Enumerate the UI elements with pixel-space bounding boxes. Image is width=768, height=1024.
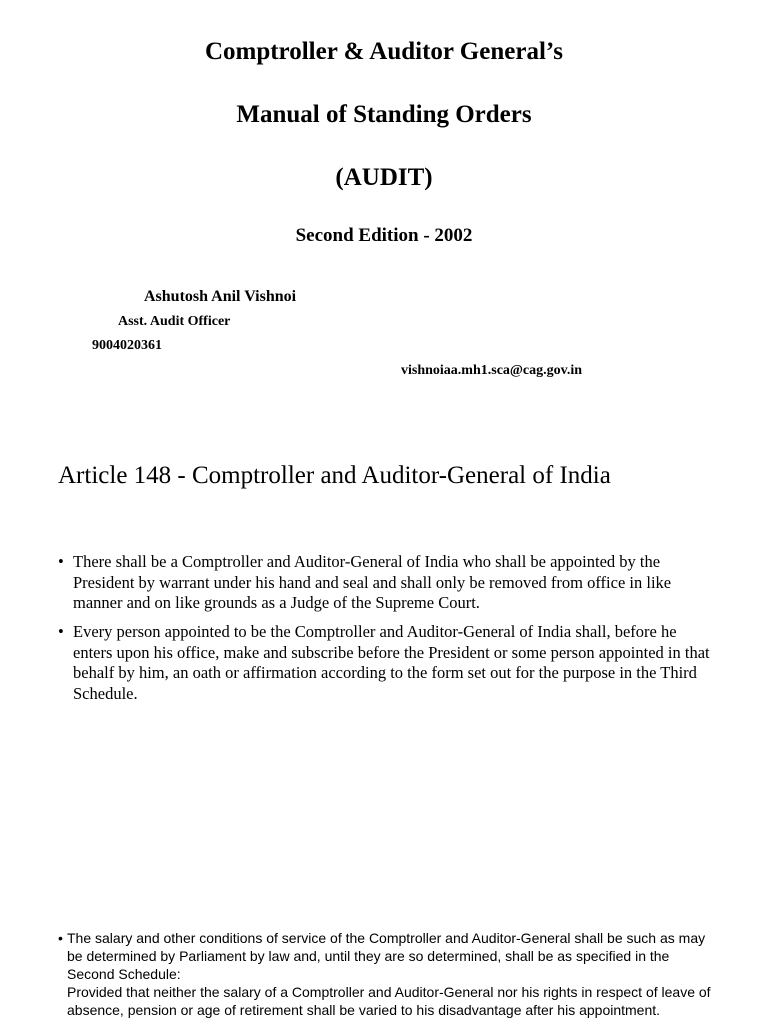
author-designation: Asst. Audit Officer: [118, 314, 231, 329]
article-point-2: [58, 622, 718, 704]
article-point-text: There shall be a Comptroller and Auditor-General of India who shall be appointed by the President by warrant under his hand and seal and shall only be removed from office in like manner and on like grounds as a Judge of the Supreme Court.: [73, 552, 672, 612]
article-point-3: [58, 929, 718, 1019]
author-phone: 9004020361: [92, 338, 162, 353]
bullet-icon: •: [58, 552, 64, 571]
author-email[interactable]: vishnoiaa.mh1.sca@cag.gov.in: [401, 363, 583, 378]
edition-text: Second Edition - 2002: [295, 225, 473, 246]
article-point-text-line-1: The salary and other conditions of service of the Comptroller and Auditor-General shall be such as may be determined by Parliament by law and, until they are so determined, shall be as specified in the Second Schedule:: [67, 930, 706, 982]
article-point-text-line-2: Provided that neither the salary of a Comptroller and Auditor-General nor his rights in respect of leave of absence, pension or age of retirement shall be varied to his disadvantage after his appointment.: [67, 984, 711, 1018]
article-point-1: [58, 552, 718, 614]
bullet-icon: •: [58, 930, 63, 946]
title-line-1: Comptroller & Auditor General’s: [204, 38, 564, 65]
bullet-icon: •: [58, 622, 64, 641]
article-heading: Article 148 - Comptroller and Auditor-General of India: [58, 462, 611, 489]
author-name: Ashutosh Anil Vishnoi: [144, 288, 297, 305]
title-line-3: (AUDIT): [335, 164, 433, 191]
title-line-2: Manual of Standing Orders: [236, 101, 532, 128]
article-point-text: Every person appointed to be the Comptroller and Auditor-General of India shall, before he enters upon his office, make and subscribe before the President or some person appointed in that behalf by him, an oath or affirmation according to the form set out for the purpose in the Third Schedule.: [73, 622, 710, 703]
